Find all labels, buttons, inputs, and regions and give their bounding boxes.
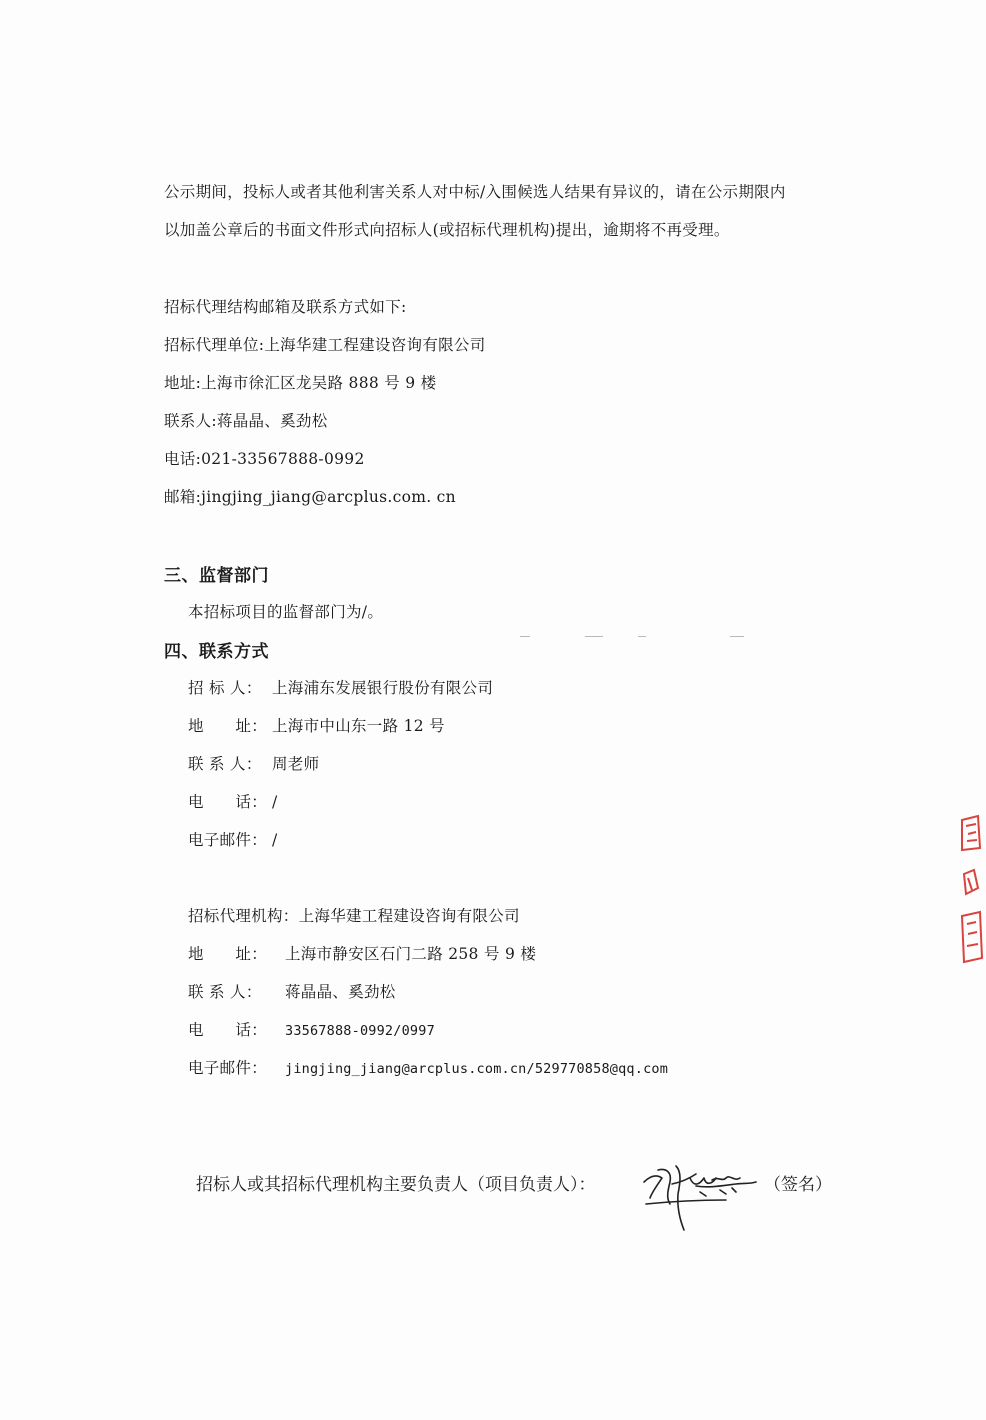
tenderer-row bbox=[188, 676, 493, 698]
row-label: 电子邮件： bbox=[188, 1059, 268, 1077]
signature-label: 招标人或其招标代理机构主要负责人（项目负责人）： bbox=[196, 1175, 596, 1195]
tenderer-row bbox=[188, 828, 278, 850]
seal-stamp-fragment bbox=[956, 808, 986, 968]
row-value: 33567888-0992/0997 bbox=[285, 1023, 435, 1039]
notice-line-2: 以加盖公章后的书面文件形式向招标人(或招标代理机构)提出，逾期将不再受理。 bbox=[164, 221, 730, 239]
section-3-heading: 三、监督部门 bbox=[164, 566, 269, 586]
handwritten-signature bbox=[636, 1148, 766, 1238]
agency-intro-phone: 电话:021-33567888-0992 bbox=[164, 450, 365, 468]
agency-intro-unit: 招标代理单位:上海华建工程建设咨询有限公司 bbox=[164, 336, 486, 354]
tenderer-row bbox=[188, 714, 445, 736]
row-label: 招 标 人： bbox=[188, 679, 262, 697]
tenderer-row bbox=[188, 790, 278, 812]
row-value: jingjing_jiang@arcplus.com.cn/529770858@qq.com bbox=[285, 1061, 669, 1077]
row-label: 地 址： bbox=[188, 945, 268, 963]
scan-mark bbox=[520, 636, 530, 637]
row-label: 电子邮件： bbox=[188, 831, 268, 849]
row-label: 招标代理机构： bbox=[188, 907, 299, 925]
row-value: 上海华建工程建设咨询有限公司 bbox=[298, 907, 520, 925]
row-label: 联 系 人： bbox=[188, 983, 262, 1001]
scan-mark bbox=[730, 636, 744, 637]
row-value: 上海市静安区石门二路 258 号 9 楼 bbox=[285, 945, 537, 963]
row-label: 电 话： bbox=[188, 793, 268, 811]
row-label: 电 话： bbox=[188, 1021, 268, 1039]
agency-intro-title: 招标代理结构邮箱及联系方式如下: bbox=[164, 298, 407, 316]
row-value: 上海市中山东一路 12 号 bbox=[272, 717, 445, 735]
signature-suffix: （签名） bbox=[764, 1175, 832, 1195]
agency-row bbox=[188, 980, 396, 1002]
agency-intro-address: 地址:上海市徐汇区龙吴路 888 号 9 楼 bbox=[164, 374, 437, 392]
scan-mark bbox=[638, 636, 646, 637]
row-value: 蒋晶晶、奚劲松 bbox=[285, 983, 396, 1001]
row-value: 周老师 bbox=[272, 755, 320, 773]
agency-intro-email: 邮箱:jingjing_jiang@arcplus.com. cn bbox=[164, 488, 456, 506]
scan-mark bbox=[585, 636, 603, 637]
row-value: 上海浦东发展银行股份有限公司 bbox=[272, 679, 494, 697]
tenderer-row bbox=[188, 752, 319, 774]
row-label: 联 系 人： bbox=[188, 755, 262, 773]
agency-row bbox=[188, 1018, 435, 1040]
notice-line-1: 公示期间，投标人或者其他利害关系人对中标/入围候选人结果有异议的，请在公示期限内 bbox=[164, 183, 786, 201]
section-3-text: 本招标项目的监督部门为/。 bbox=[188, 603, 384, 621]
section-4-heading: 四、联系方式 bbox=[164, 642, 269, 662]
row-value: / bbox=[272, 793, 278, 811]
agency-row bbox=[188, 904, 520, 926]
row-label: 地 址： bbox=[188, 717, 268, 735]
agency-row bbox=[188, 942, 536, 964]
row-value: / bbox=[272, 831, 278, 849]
agency-row bbox=[188, 1056, 668, 1078]
agency-intro-contact: 联系人:蒋晶晶、奚劲松 bbox=[164, 412, 328, 430]
